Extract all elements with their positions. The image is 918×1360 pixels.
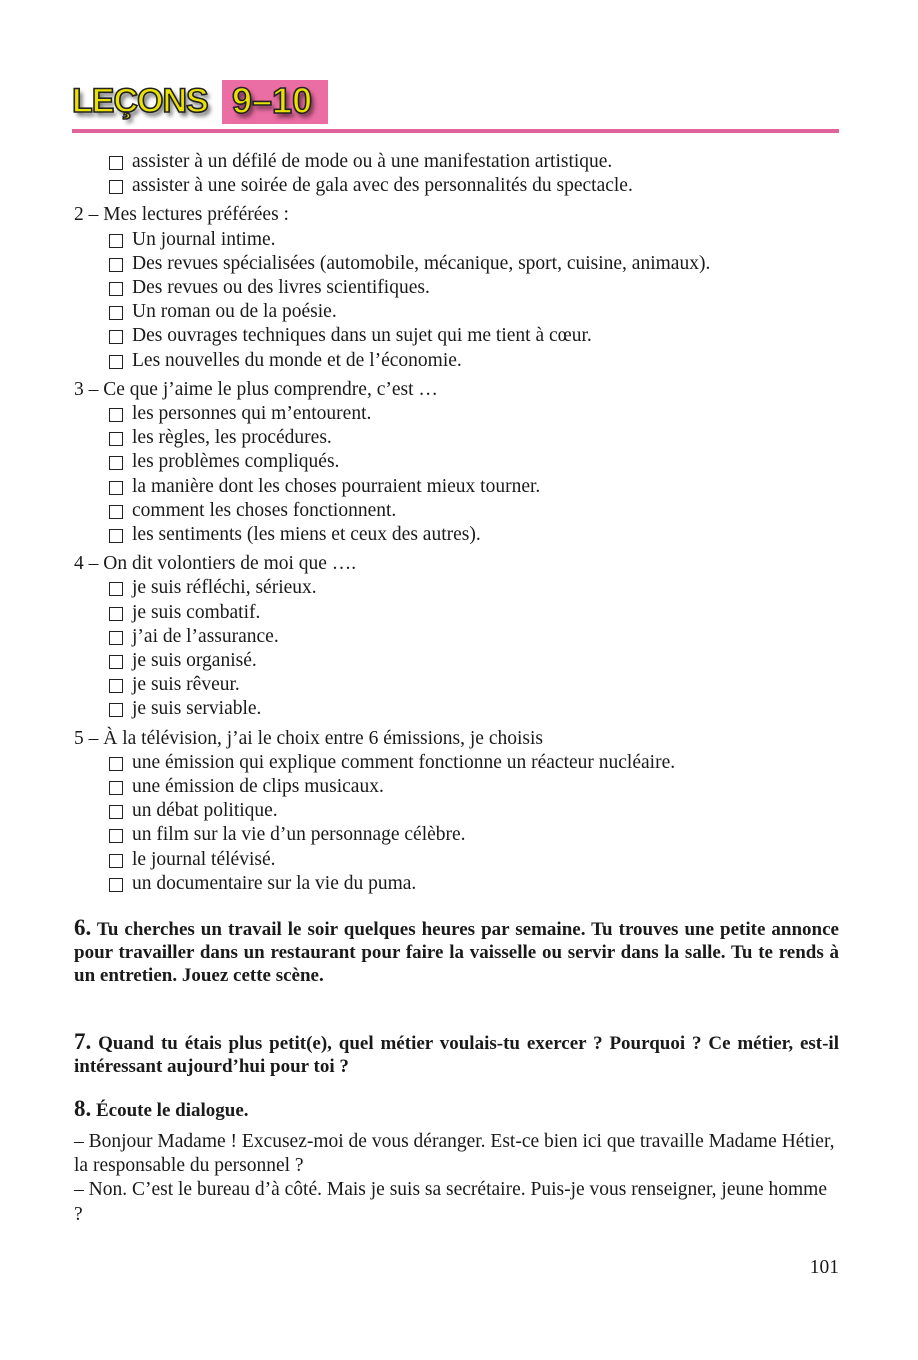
checkbox-icon[interactable] xyxy=(109,505,123,519)
checkbox-option[interactable]: les personnes qui m’entourent. xyxy=(74,402,839,426)
checkbox-option[interactable]: un film sur la vie d’un personnage célèbre. xyxy=(74,823,839,847)
checkbox-option[interactable]: les règles, les procédures. xyxy=(74,426,839,450)
checkbox-option[interactable]: je suis combatif. xyxy=(74,601,839,625)
checkbox-icon[interactable] xyxy=(109,854,123,868)
question-3 xyxy=(74,378,839,547)
checkbox-option[interactable]: j’ai de l’assurance. xyxy=(74,625,839,649)
checkbox-icon[interactable] xyxy=(109,306,123,320)
exercise-text: Tu cherches un travail le soir quelques heures par semaine. Tu trouves une petite annonce pour travailler dans un restaurant pour faire la vaisselle ou servir dans la salle. Tu te rends à un entretien. Jouez cette scène. xyxy=(74,919,839,986)
checkbox-icon[interactable] xyxy=(109,878,123,892)
checkbox-icon[interactable] xyxy=(109,757,123,771)
checkbox-option[interactable]: Des ouvrages techniques dans un sujet qui me tient à cœur. xyxy=(74,324,839,348)
checkbox-icon[interactable] xyxy=(109,703,123,717)
checkbox-option[interactable]: la manière dont les choses pourraient mieux tourner. xyxy=(74,475,839,499)
exercise-number: 7. xyxy=(74,1029,92,1054)
checkbox-option[interactable]: Un journal intime. xyxy=(74,228,839,252)
lesson-number: 9–10 xyxy=(232,80,313,121)
checkbox-icon[interactable] xyxy=(109,330,123,344)
dialogue-line: – Bonjour Madame ! Excusez-moi de vous déranger. Est-ce bien ici que travaille Madame Hétier, la responsable du personnel ? xyxy=(74,1131,835,1177)
checkbox-icon[interactable] xyxy=(109,805,123,819)
checkbox-icon[interactable] xyxy=(109,408,123,422)
question-title: 3 – Ce que j’aime le plus comprendre, c’est … xyxy=(74,378,438,400)
exercise-text: Écoute le dialogue. xyxy=(96,1100,249,1121)
checkbox-option[interactable]: Un roman ou de la poésie. xyxy=(74,300,839,324)
checkbox-icon[interactable] xyxy=(109,781,123,795)
checkbox-icon[interactable] xyxy=(109,481,123,495)
lesson-number-box xyxy=(222,80,328,124)
checkbox-option[interactable]: comment les choses fonctionnent. xyxy=(74,499,839,523)
checkbox-icon[interactable] xyxy=(109,258,123,272)
exercise-7 xyxy=(74,1030,839,1078)
question-title: 5 – À la télévision, j’ai le choix entre 6 émissions, je choisis xyxy=(74,727,543,749)
question-4 xyxy=(74,552,839,721)
exercise-number: 8. xyxy=(74,1096,92,1121)
header-rule xyxy=(72,129,839,133)
exercise-8 xyxy=(74,1097,839,1122)
checkbox-option[interactable]: Les nouvelles du monde et de l’économie. xyxy=(74,349,839,373)
checkbox-option[interactable]: je suis serviable. xyxy=(74,697,839,721)
checkbox-option[interactable]: le journal télévisé. xyxy=(74,848,839,872)
checkbox-option[interactable]: Des revues ou des livres scientifiques. xyxy=(74,276,839,300)
checkbox-option[interactable]: assister à une soirée de gala avec des personnalités du spectacle. xyxy=(74,174,839,198)
checkbox-option[interactable]: les problèmes compliqués. xyxy=(74,450,839,474)
checkbox-icon[interactable] xyxy=(109,156,123,170)
checkbox-icon[interactable] xyxy=(109,432,123,446)
question-title: 4 – On dit volontiers de moi que …. xyxy=(74,553,357,575)
questionnaire xyxy=(74,150,839,901)
exercise-number: 6. xyxy=(74,915,92,940)
dialogue-line: – Non. C’est le bureau d’à côté. Mais je suis sa secrétaire. Puis-je vous renseigner, jeune homme ? xyxy=(74,1179,827,1225)
checkbox-icon[interactable] xyxy=(109,282,123,296)
question-title: 2 – Mes lectures préférées : xyxy=(74,204,289,226)
checkbox-option[interactable]: une émission de clips musicaux. xyxy=(74,775,839,799)
checkbox-option[interactable]: Des revues spécialisées (automobile, mécanique, sport, cuisine, animaux). xyxy=(74,252,839,276)
page-number: 101 xyxy=(809,1257,839,1278)
checkbox-icon[interactable] xyxy=(109,582,123,596)
checkbox-option[interactable]: les sentiments (les miens et ceux des autres). xyxy=(74,523,839,547)
checkbox-icon[interactable] xyxy=(109,655,123,669)
checkbox-icon[interactable] xyxy=(109,529,123,543)
checkbox-option[interactable]: je suis organisé. xyxy=(74,649,839,673)
question-1-continued xyxy=(74,150,839,198)
checkbox-icon[interactable] xyxy=(109,631,123,645)
checkbox-icon[interactable] xyxy=(109,607,123,621)
checkbox-option[interactable]: un documentaire sur la vie du puma. xyxy=(74,872,839,896)
checkbox-icon[interactable] xyxy=(109,456,123,470)
exercise-6 xyxy=(74,916,839,987)
checkbox-option[interactable]: une émission qui explique comment fonctionne un réacteur nucléaire. xyxy=(74,751,839,775)
checkbox-icon[interactable] xyxy=(109,829,123,843)
checkbox-icon[interactable] xyxy=(109,234,123,248)
checkbox-option[interactable]: assister à un défilé de mode ou à une manifestation artistique. xyxy=(74,150,839,174)
checkbox-option[interactable]: je suis rêveur. xyxy=(74,673,839,697)
checkbox-icon[interactable] xyxy=(109,355,123,369)
lesson-label: LEÇONS xyxy=(72,82,208,120)
question-2 xyxy=(74,203,839,372)
lesson-header xyxy=(72,78,839,128)
checkbox-icon[interactable] xyxy=(109,679,123,693)
dialogue xyxy=(74,1130,839,1227)
checkbox-option[interactable]: un débat politique. xyxy=(74,799,839,823)
checkbox-icon[interactable] xyxy=(109,180,123,194)
question-5 xyxy=(74,727,839,896)
exercise-text: Quand tu étais plus petit(e), quel métier voulais-tu exercer ? Pourquoi ? Ce métier, est-il intéressant aujourd’hui pour toi ? xyxy=(74,1033,839,1077)
checkbox-option[interactable]: je suis réfléchi, sérieux. xyxy=(74,576,839,600)
